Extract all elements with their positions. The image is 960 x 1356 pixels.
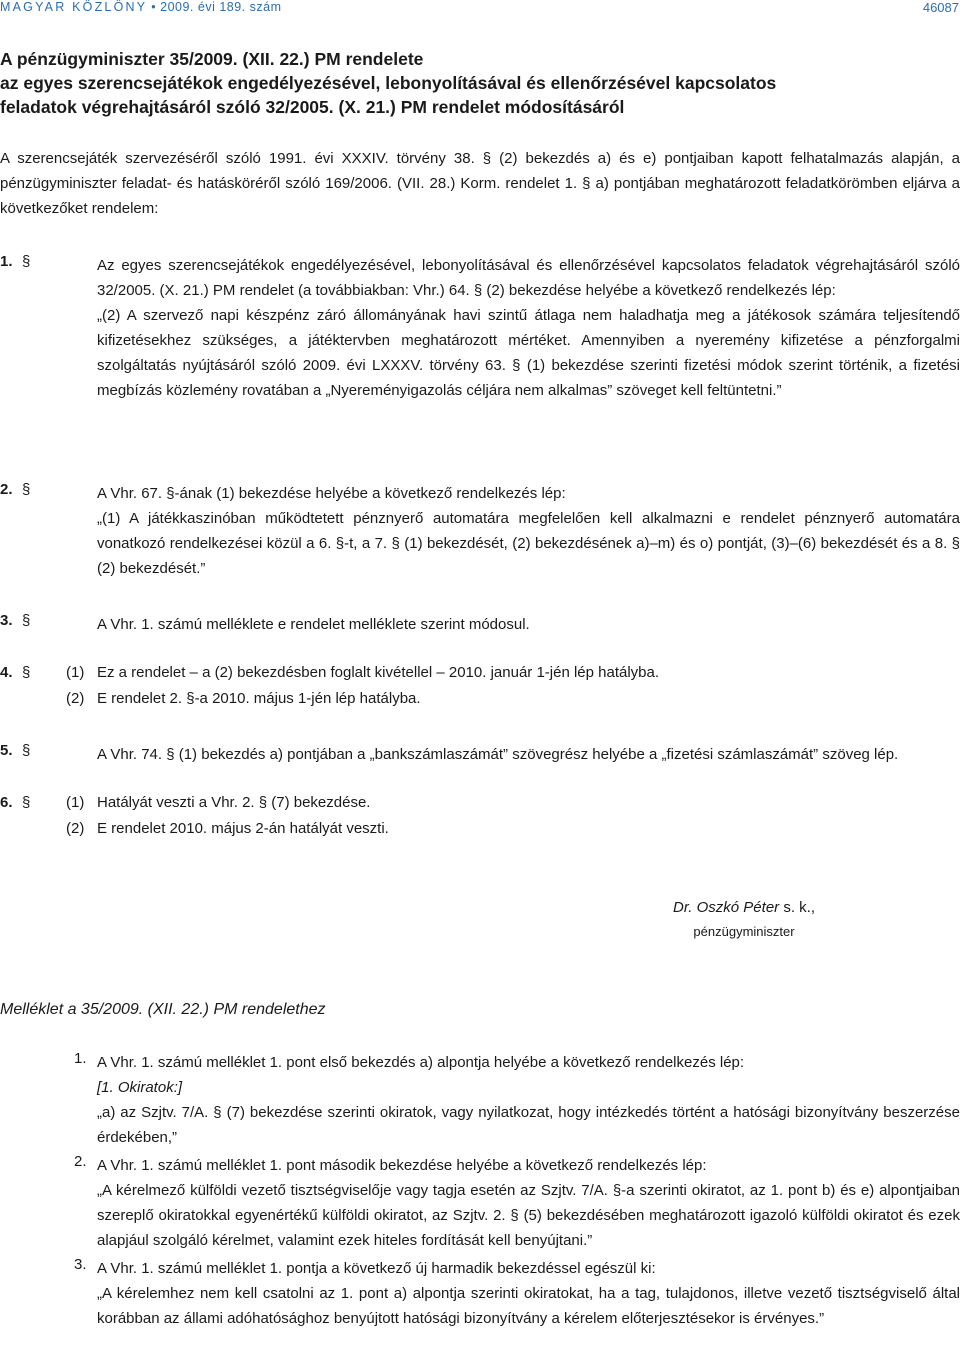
section-sign: § <box>22 481 31 498</box>
annex-item-quoted-text: „A kérelemhez nem kell csatolni az 1. pont a) alpontja szerinti okiratokat, ha a tag, tulajdonos, illetve vezető tisztségviselő által korábban az állami adóhatósághoz benyújtott hatósági bizonyítvány a kérelem előterjesztésekor is érvényes.” <box>97 1285 960 1327</box>
publication-name: MAGYAR KÖZLÖNY <box>0 0 148 14</box>
section-text: A Vhr. 67. §-ának (1) bekezdése helyébe a következő rendelkezés lép: <box>97 485 566 502</box>
signatory-title: pénzügyminiszter <box>693 924 795 939</box>
annex-title: Melléklet a 35/2009. (XII. 22.) PM rendelethez <box>0 1001 326 1018</box>
decree-title <box>0 47 960 119</box>
paragraph-text: E rendelet 2010. május 2-án hatályát veszti. <box>97 820 389 837</box>
section-body <box>97 742 960 767</box>
preamble-text: A szerencsejáték szervezéséről szóló 1991. évi XXXIV. törvény 38. § (2) bekezdés a) és e) pontjaiban kapott felhatalmazás alapján, a pénzügyminiszter feladat- és hatásköréről szóló 169/2006. (VII. 28.) Korm. rendelet 1. § a) pontjában meghatározott feladatkörömben eljárva a következőket rendelem: <box>0 150 960 217</box>
signatory <box>673 899 815 916</box>
paragraph-text: E rendelet 2. §-a 2010. május 1-jén lép hatályba. <box>97 690 421 707</box>
signatory-name: Dr. Oszkó Péter <box>673 899 780 916</box>
section-number: 5. <box>0 742 13 759</box>
annex-item-context: [1. Okiratok:] <box>97 1079 183 1096</box>
bullet-separator: • <box>151 0 157 14</box>
paragraph-label: (2) <box>66 690 85 707</box>
annex-item-number: 1. <box>74 1050 87 1067</box>
paragraph-text: Ez a rendelet – a (2) bekezdésben foglalt kivétellel – 2010. január 1-jén lép hatályba. <box>97 664 660 681</box>
section-number: 4. <box>0 664 13 681</box>
section-number: 2. <box>0 481 13 498</box>
title-line-2: az egyes szerencsejátékok engedélyezésével, lebonyolításával és ellenőrzésével kapcsolatos <box>0 73 777 93</box>
annex-item-quoted-text: „a) az Szjtv. 7/A. § (7) bekezdése szerinti okiratok, vagy nyilatkozat, hogy intézkedés történt a hatósági bizonyítvány beszerzése érdekében,” <box>97 1104 960 1146</box>
section-body <box>97 612 960 637</box>
paragraph-label: (1) <box>66 794 85 811</box>
annex-item-number: 3. <box>74 1256 87 1273</box>
section-number: 1. <box>0 253 13 270</box>
title-line-3: feladatok végrehajtásáról szóló 32/2005. (X. 21.) PM rendelet módosításáról <box>0 97 625 117</box>
annex-item-intro: A Vhr. 1. számú melléklet 1. pont második bekezdése helyébe a következő rendelkezés lép: <box>97 1157 707 1174</box>
section-quoted-text: „(1) A játékkaszinóban működtetett pénznyerő automatára megfelelően kell alkalmazni e rendelet pénznyerő automatára vonatkozó rendelkezései közül a 6. §-t, a 7. § (1) bekezdését, (2) bekezdésének a)–m) és o) pontját, (3)–(6) bekezdését és a 8. § (2) bekezdését.” <box>97 510 960 577</box>
annex-item-body <box>97 1050 960 1150</box>
section-number: 6. <box>0 794 13 811</box>
annex-item-body <box>97 1256 960 1331</box>
section-number: 3. <box>0 612 13 629</box>
page-number: 46087 <box>922 0 959 15</box>
paragraph-text: Hatályát veszti a Vhr. 2. § (7) bekezdése. <box>97 794 371 811</box>
page-header <box>0 0 960 22</box>
running-header <box>0 0 282 14</box>
section-text: Az egyes szerencsejátékok engedélyezésével, lebonyolításával és ellenőrzésével kapcsolatos feladatok végrehajtásáról szóló 32/2005. (X. 21.) PM rendelet (a továbbiakban: Vhr.) 64. § (2) bekezdése helyébe a következő rendelkezés lép: <box>97 257 960 299</box>
title-line-1: A pénzügyminiszter 35/2009. (XII. 22.) PM rendelete <box>0 49 424 69</box>
signature-block <box>673 899 815 939</box>
section-body <box>97 253 960 403</box>
annex-item-number: 2. <box>74 1153 87 1170</box>
annex-item-intro: A Vhr. 1. számú melléklet 1. pontja a következő új harmadik bekezdéssel egészül ki: <box>97 1260 656 1277</box>
section-sign: § <box>22 612 31 629</box>
paragraph-label: (2) <box>66 820 85 837</box>
preamble <box>0 146 960 221</box>
signatory-suffix: s. k., <box>779 899 815 916</box>
section-body <box>97 481 960 581</box>
section-sign: § <box>22 742 31 759</box>
annex-item-body <box>97 1153 960 1253</box>
section-sign: § <box>22 253 31 270</box>
section-sign: § <box>22 794 31 811</box>
annex-item-intro: A Vhr. 1. számú melléklet 1. pont első bekezdés a) alpontja helyébe a következő rendelkezés lép: <box>97 1054 745 1071</box>
issue-label: 2009. évi 189. szám <box>160 0 282 14</box>
section-text: A Vhr. 1. számú melléklete e rendelet melléklete szerint módosul. <box>97 616 530 633</box>
section-sign: § <box>22 664 31 681</box>
annex-item-quoted-text: „A kérelmező külföldi vezető tisztségviselője vagy tagja esetén az Szjtv. 7/A. §-a szerinti okiratot, az 1. pont b) és e) alpontjaiban szereplő okiratokkal egyenértékű külföldi okiratot, az Szjtv. 2. § (5) bekezdésében meghatározott igazoló külföldi okiratot és ezek alapjául szolgáló kérelmet, valamint ezek hiteles fordítását kell benyújtani.” <box>97 1182 960 1249</box>
section-text: A Vhr. 74. § (1) bekezdés a) pontjában a „bankszámlaszámát” szövegrész helyébe a „fizetési számlaszámát” szöveg lép. <box>97 746 899 763</box>
section-quoted-text: „(2) A szervező napi készpénz záró állományának havi szintű átlaga nem haladhatja meg a játékosok számára teljesítendő kifizetésekhez szükséges, a játéktervben meghatározott mértéket. Amennyiben a nyeremény kifizetése a pénzforgalmi szolgáltatás nyújtásáról szóló 2009. évi LXXXV. törvény 63. § (1) bekezdése szerinti fizetési módok szerint történik, a fizetési megbízás közlemény rovatában a „Nyereményigazolás céljára nem alkalmas” szöveget kell feltüntetni.” <box>97 307 960 399</box>
paragraph-label: (1) <box>66 664 85 681</box>
